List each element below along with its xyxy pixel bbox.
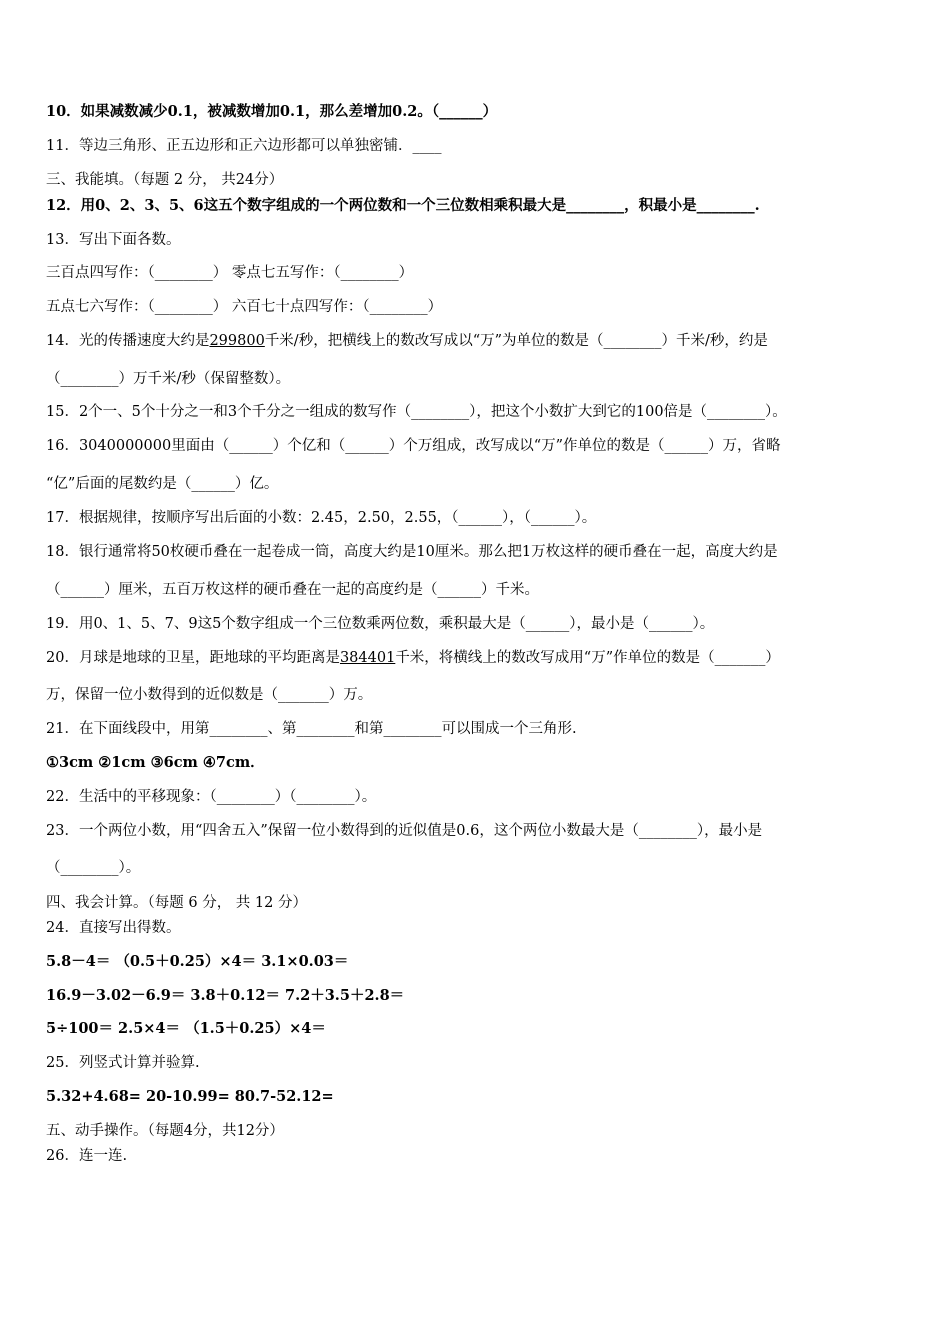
question-14-post: 千米/秒，把横线上的数改写成以“万”为单位的数是（________）千米/秒，约是: [264, 333, 768, 349]
question-23: 23．一个两位小数，用“四舍五入”保留一位小数得到的近似值是0.6，这个两位小数最大是（________），最小是: [46, 823, 763, 839]
question-19: 19．用0、1、5、7、9这5个数字组成一个三位数乘两位数，乘积最大是（______），最小是（______）。: [46, 616, 715, 632]
question-11: 11．等边三角形、正五边形和正六边形都可以单独密铺．____: [46, 138, 442, 154]
question-21: 21．在下面线段中，用第________、第________和第________可以围成一个三角形.: [46, 721, 577, 737]
question-20: [46, 648, 910, 668]
question-16-cont: “亿”后面的尾数约是（______）亿。: [46, 476, 279, 492]
question-17: 17．根据规律，按顺序写出后面的小数：2.45，2.50，2.55，（______），（______）。: [46, 510, 597, 526]
question-24-row-2: 16.9－3.02－6.9＝ 3.8＋0.12＝ 7.2＋3.5＋2.8＝: [46, 987, 405, 1004]
question-22: 22．生活中的平移现象：（________）（________）。: [46, 789, 377, 805]
question-13-row-2: 五点七六写作：（________） 六百七十点四写作：（________）: [46, 299, 443, 315]
question-20-post: 千米，将横线上的数改写成用“万”作单位的数是（_______）: [395, 650, 780, 666]
section-4-heading: 四、我会计算。（每题 6 分， 共 12 分）: [46, 895, 307, 911]
question-24-row-1: 5.8－4＝ （0.5＋0.25）×4＝ 3.1×0.03＝: [46, 953, 349, 970]
question-20-cont: 万，保留一位小数得到的近似数是（_______）万。: [46, 687, 373, 703]
section-5-heading: 五、动手操作。（每题4分，共12分）: [46, 1123, 284, 1139]
question-25-row: 5.32+4.68= 20-10.99= 80.7-52.12=: [46, 1088, 334, 1105]
question-25: 25．列竖式计算并验算.: [46, 1055, 200, 1071]
question-26: 26．连一连.: [46, 1148, 128, 1164]
question-21-options: ①3cm ②1cm ③6cm ④7cm．: [46, 754, 265, 771]
question-24: 24．直接写出得数。: [46, 920, 181, 936]
question-23-cont: （________）。: [46, 860, 141, 876]
question-10: 10．如果减数减少0.1，被减数增加0.1，那么差增加0.2。（______）: [46, 103, 498, 120]
question-14-number: 299800: [209, 333, 265, 349]
question-18: 18．银行通常将50枚硬币叠在一起卷成一筒，高度大约是10厘米。那么把1万枚这样的硬币叠在一起，高度大约是: [46, 544, 778, 560]
question-14-cont: （________）万千米/秒（保留整数）。: [46, 371, 291, 387]
section-3-heading: 三、我能填。（每题 2 分， 共24分）: [46, 172, 284, 188]
question-14: [46, 331, 910, 351]
question-12: 12．用0、2、3、5、6这五个数字组成的一个两位数和一个三位数相乘积最大是________，积最小是________.: [46, 197, 760, 214]
question-15: 15．2个一、5个十分之一和3个千分之一组成的数写作（________），把这个小数扩大到它的100倍是（________）。: [46, 404, 787, 420]
question-14-pre: 14．光的传播速度大约是: [46, 333, 210, 349]
question-16: 16．3040000000里面由（______）个亿和（______）个万组成，改写成以“万”作单位的数是（______）万，省略: [46, 438, 781, 454]
question-13-row-1: 三百点四写作：（________） 零点七五写作：（________）: [46, 265, 414, 281]
question-13: 13．写出下面各数。: [46, 232, 181, 248]
question-18-cont: （______）厘米，五百万枚这样的硬币叠在一起的高度约是（______）千米。: [46, 582, 539, 598]
question-20-pre: 20．月球是地球的卫星，距地球的平均距离是: [46, 650, 340, 666]
question-24-row-3: 5÷100＝ 2.5×4＝ （1.5＋0.25）×4＝: [46, 1020, 326, 1037]
question-20-number: 384401: [339, 650, 396, 666]
